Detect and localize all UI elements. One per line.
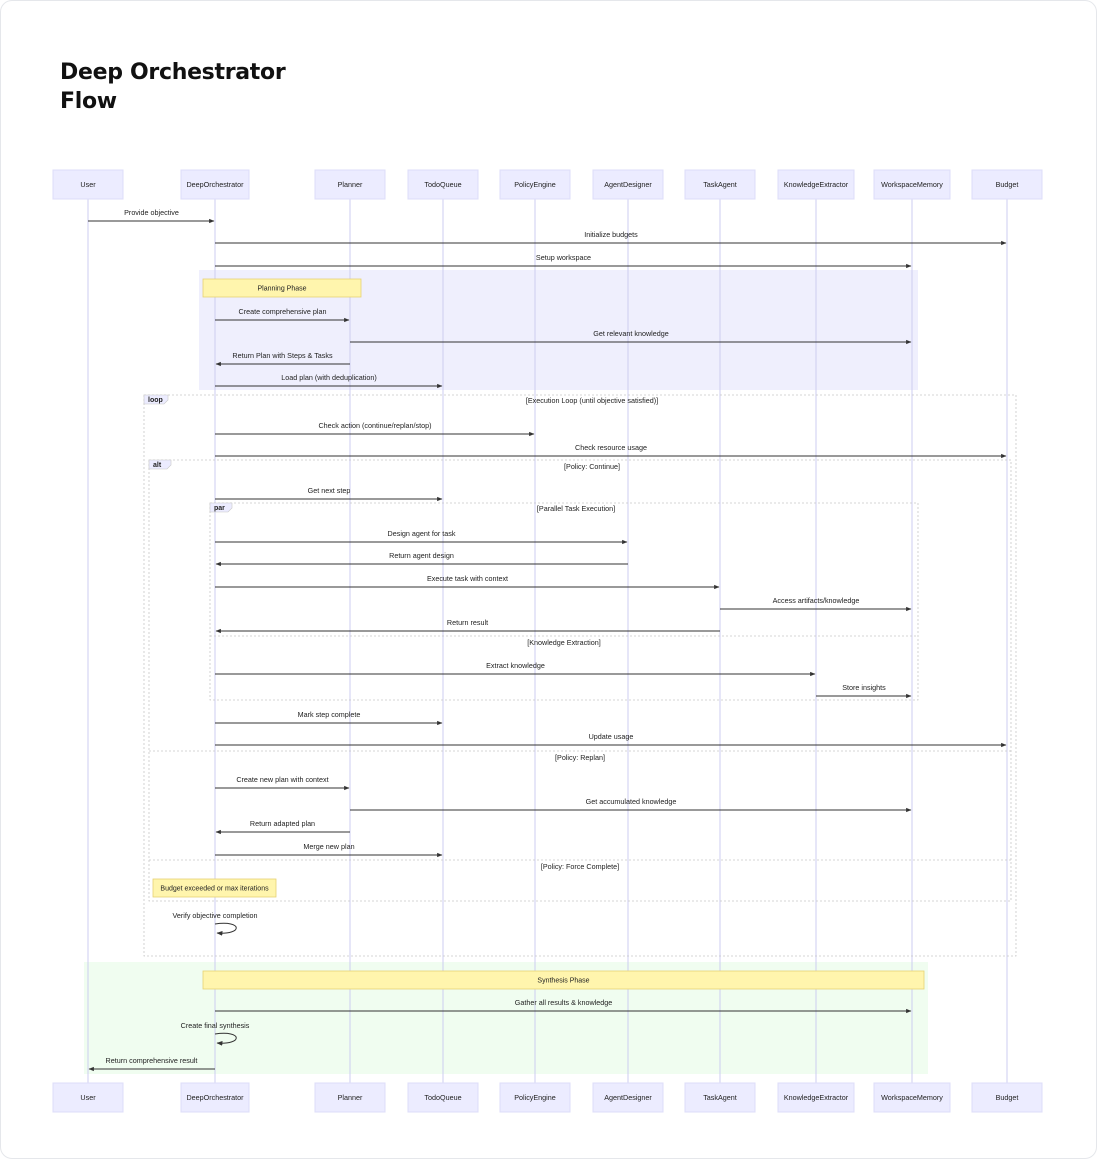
actor-label-budget-top: Budget bbox=[995, 180, 1019, 189]
message-label-5: Return Plan with Steps & Tasks bbox=[232, 351, 333, 360]
message-label-6: Load plan (with deduplication) bbox=[281, 373, 377, 382]
note-planning-phase-text: Planning Phase bbox=[257, 285, 307, 293]
message-label-14: Return result bbox=[446, 618, 489, 627]
actor-label-agentdesigner-bottom: AgentDesigner bbox=[604, 1093, 652, 1102]
note-budget-exceeded-text: Budget exceeded or max iterations bbox=[160, 885, 269, 893]
message-label-13: Access artifacts/knowledge bbox=[772, 596, 860, 605]
actor-label-policyengine-top: PolicyEngine bbox=[514, 180, 556, 189]
actor-label-planner-top: Planner bbox=[337, 180, 363, 189]
alt-frame-label: [Policy: Continue] bbox=[564, 462, 620, 471]
message-label-0: Provide objective bbox=[124, 208, 179, 217]
force-complete-label: [Policy: Force Complete] bbox=[540, 862, 620, 871]
message-label-23: Verify objective completion bbox=[172, 911, 258, 920]
knowledge-extraction-label: [Knowledge Extraction] bbox=[527, 638, 601, 647]
message-label-12: Execute task with context bbox=[426, 574, 509, 583]
actor-label-todoqueue-bottom: TodoQueue bbox=[424, 1093, 462, 1102]
message-label-10: Design agent for task bbox=[387, 529, 456, 538]
message-label-20: Get accumulated knowledge bbox=[585, 797, 677, 806]
title-line-2: Flow bbox=[60, 89, 117, 114]
message-label-2: Setup workspace bbox=[535, 253, 592, 262]
actor-label-agentdesigner-top: AgentDesigner bbox=[604, 180, 652, 189]
message-label-25: Create final synthesis bbox=[180, 1021, 250, 1030]
actor-label-knowledgeextractor-bottom: KnowledgeExtractor bbox=[783, 1093, 849, 1102]
message-label-1: Initialize budgets bbox=[584, 230, 638, 239]
message-label-24: Gather all results & knowledge bbox=[514, 998, 613, 1007]
message-label-21: Return adapted plan bbox=[249, 819, 316, 828]
message-label-7: Check action (continue/replan/stop) bbox=[318, 421, 432, 430]
message-label-18: Update usage bbox=[588, 732, 634, 741]
actor-label-user-top: User bbox=[80, 180, 96, 189]
actor-label-taskagent-bottom: TaskAgent bbox=[703, 1093, 737, 1102]
title-line-1: Deep Orchestrator bbox=[60, 60, 286, 85]
loop-frame-label: [Execution Loop (until objective satisfied)] bbox=[525, 396, 659, 405]
loop-frame bbox=[144, 395, 1016, 956]
actor-label-policyengine-bottom: PolicyEngine bbox=[514, 1093, 556, 1102]
actor-label-planner-bottom: Planner bbox=[337, 1093, 363, 1102]
actor-label-knowledgeextractor-top: KnowledgeExtractor bbox=[783, 180, 849, 189]
par-frame-label: [Parallel Task Execution] bbox=[536, 504, 616, 513]
message-label-19: Create new plan with context bbox=[236, 775, 329, 784]
actor-label-user-bottom: User bbox=[80, 1093, 96, 1102]
actor-label-budget-bottom: Budget bbox=[995, 1093, 1019, 1102]
message-label-15: Extract knowledge bbox=[486, 661, 545, 670]
actor-label-workspacememory-bottom: WorkspaceMemory bbox=[881, 1093, 943, 1102]
loop-tag: loop bbox=[148, 397, 163, 404]
replan-label: [Policy: Replan] bbox=[555, 753, 605, 762]
message-label-11: Return agent design bbox=[389, 551, 454, 560]
actor-label-todoqueue-top: TodoQueue bbox=[424, 180, 462, 189]
actor-label-taskagent-top: TaskAgent bbox=[703, 180, 737, 189]
alt-frame bbox=[149, 460, 1011, 901]
message-label-9: Get next step bbox=[307, 486, 351, 495]
alt-tag: alt bbox=[153, 462, 162, 469]
message-label-3: Create comprehensive plan bbox=[238, 307, 327, 316]
par-tag: par bbox=[214, 505, 225, 512]
actor-label-deeporchestrator-bottom: DeepOrchestrator bbox=[186, 1093, 244, 1102]
message-label-8: Check resource usage bbox=[575, 443, 647, 452]
actor-label-workspacememory-top: WorkspaceMemory bbox=[881, 180, 943, 189]
message-label-17: Mark step complete bbox=[297, 710, 361, 719]
message-label-4: Get relevant knowledge bbox=[593, 329, 669, 338]
message-label-26: Return comprehensive result bbox=[105, 1056, 198, 1065]
actor-label-deeporchestrator-top: DeepOrchestrator bbox=[186, 180, 244, 189]
self-message-23 bbox=[215, 923, 236, 933]
message-label-22: Merge new plan bbox=[303, 842, 355, 851]
note-synthesis-phase-text: Synthesis Phase bbox=[537, 977, 590, 985]
message-label-16: Store insights bbox=[842, 683, 886, 692]
